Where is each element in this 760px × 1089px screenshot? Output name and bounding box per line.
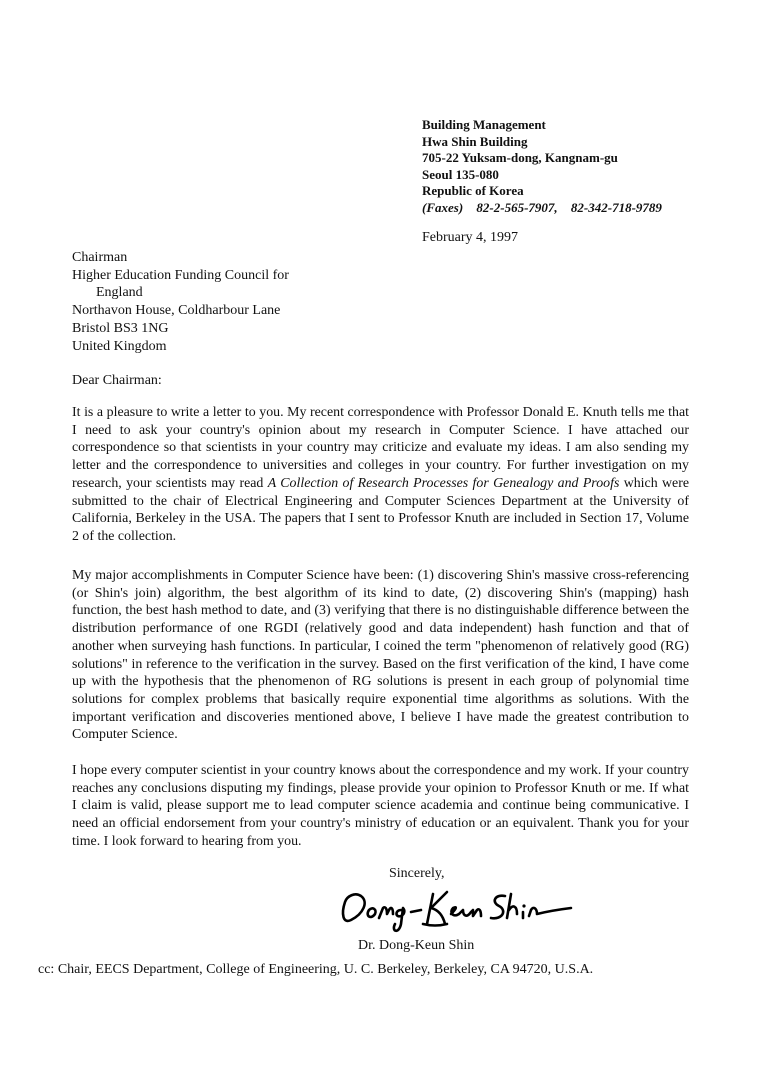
sender-line: Hwa Shin Building <box>422 133 528 149</box>
book-title: A Collection of Research Processes for Genealogy and Proofs <box>267 475 620 491</box>
closing: Sincerely, <box>389 866 445 881</box>
cc-line: cc: Chair, EECS Department, College of Engineering, U. C. Berkeley, Berkeley, CA 94720, U.S.A. <box>38 962 594 977</box>
letter-date: February 4, 1997 <box>422 230 519 245</box>
recipient-line: Northavon House, Coldharbour Lane <box>72 303 281 319</box>
handwritten-signature <box>335 880 595 940</box>
sender-line: Seoul 135-080 <box>422 166 499 182</box>
body-paragraph-2: My major accomplishments in Computer Science have been: (1) discovering Shin's massive cross-referencing (or Shin's join) algorithm, the best algorithm of its kind to date, (2) discovering Shin's (mapping) hash function, the best hash method to date, and (3) verifying that there is no distinguishable difference between the distribution performance of one RGDI (relatively good and data independent) hash function and that of another when surveying hash functions. In particular, I coined the term "phenomenon of relatively good (RG) solutions" in reference to the verification in the survey. Based on the first verification of the kind, I have come up with the hypothesis that the phenomenon of RG solutions is present in each group of polynomial time solutions for complex problems that basically require exponential time algorithms as solutions. With the important verification and discoveries mentioned above, I believe I have made the greatest contribution to Computer Science. <box>72 568 689 743</box>
body-paragraph-3: I hope every computer scientist in your country knows about the correspondence and my work. If your country reaches any conclusions disputing my findings, please provide your opinion to Professor Knuth or me. If what I claim is valid, please support me to lead computer science academia and continue being communicative. I need an official endorsement from your country's ministry of education or an equivalent. Thank you for your time. I look forward to hearing from you. <box>72 763 689 849</box>
recipient-line: England <box>96 285 143 301</box>
recipient-line: Higher Education Funding Council for <box>72 267 289 283</box>
signer-name: Dr. Dong-Keun Shin <box>358 938 475 953</box>
recipient-line: Bristol BS3 1NG <box>72 320 169 336</box>
faxes-label: (Faxes) <box>422 199 464 215</box>
sender-faxes <box>422 200 672 217</box>
fax-number: 82-342-718-9789 <box>570 199 662 215</box>
salutation: Dear Chairman: <box>72 373 162 388</box>
sender-line: Republic of Korea <box>422 183 524 199</box>
recipient-line: Chairman <box>72 250 128 265</box>
recipient-line: United Kingdom <box>72 338 167 354</box>
fax-number: 82-2-565-7907, <box>476 199 558 215</box>
paragraph-text: which were submitted to the chair of Electrical Engineering and Computer Sciences Department at the University of California, Berkeley in the USA. The papers that I sent to Professor Knuth are included in Section 17, Volume 2 of the collection. <box>72 475 689 544</box>
sender-line: 705-22 Yuksam-dong, Kangnam-gu <box>422 150 618 166</box>
body-paragraph-1 <box>72 404 689 546</box>
sender-address <box>422 117 672 217</box>
sender-line: Building Management <box>422 117 546 132</box>
recipient-address <box>72 249 289 355</box>
paragraph-text: It is a pleasure to write a letter to you. My recent correspondence with Professor Donald E. Knuth tells me that I need to ask your country's opinion about my research in Computer Science. I have attached our correspondence so that scientists in your country may criticize and evaluate my ideas. I am also sending my letter and the correspondence to universities and colleges in your country. For further investigation on my research, your scientists may read <box>72 405 689 491</box>
